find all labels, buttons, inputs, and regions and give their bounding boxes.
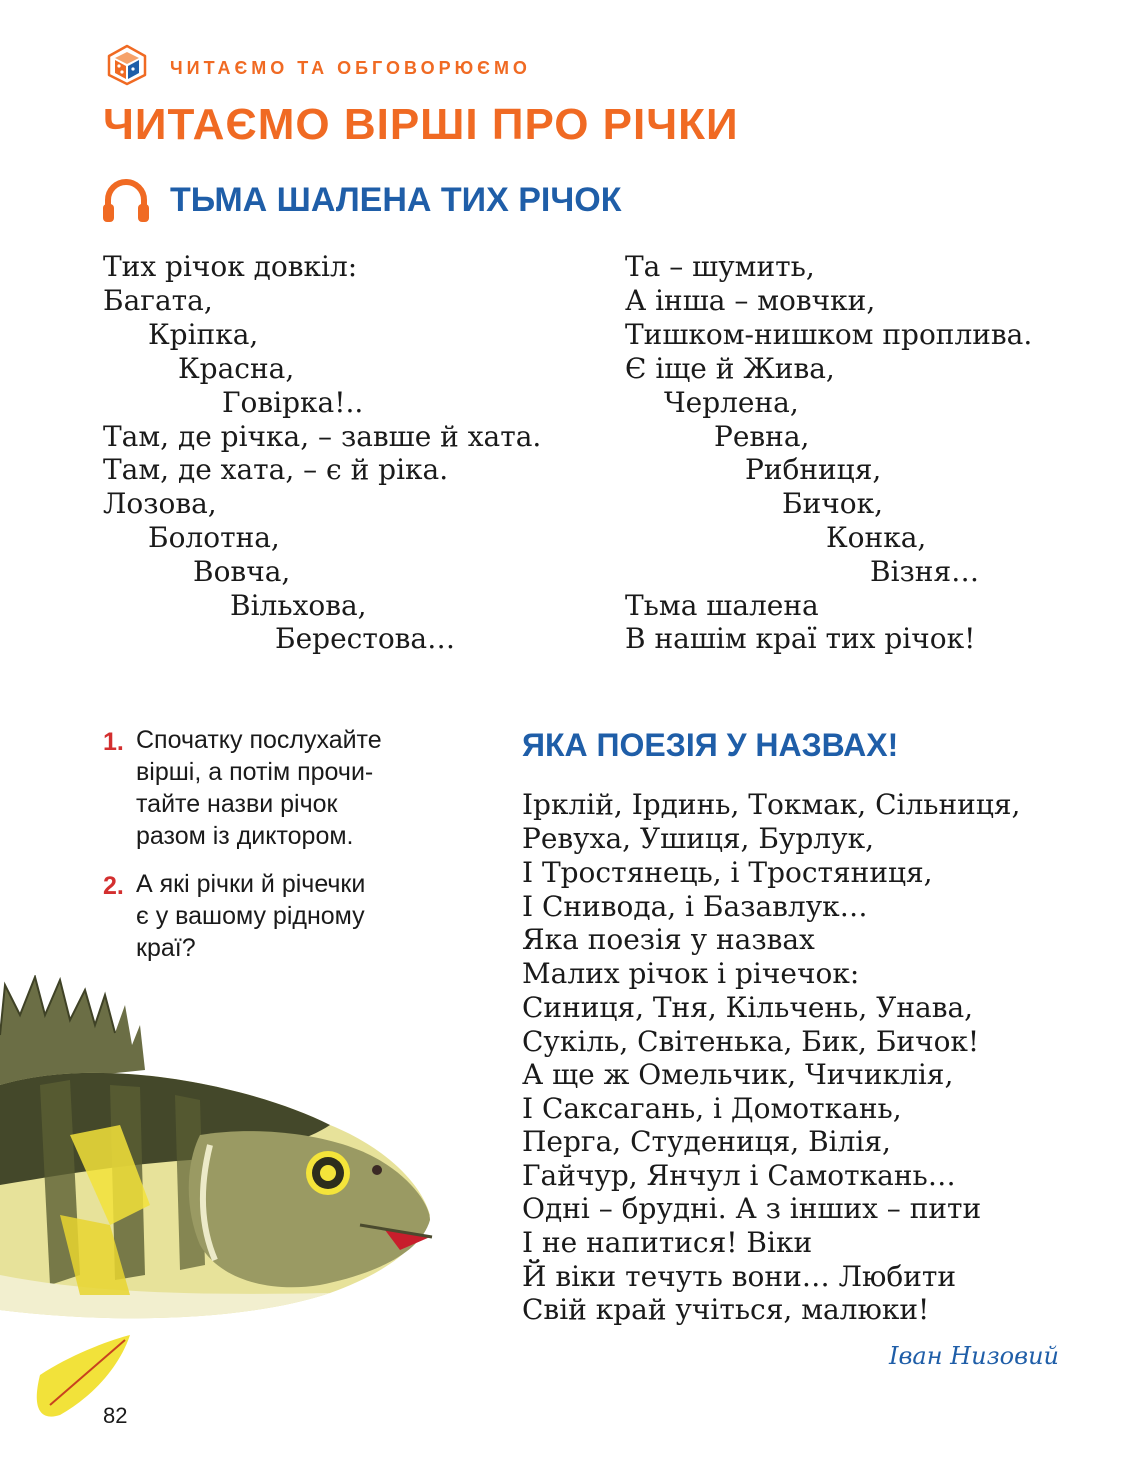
poem-line: Рибниця, xyxy=(745,453,882,486)
poem-line: Багата, xyxy=(103,284,213,317)
dice-icon xyxy=(106,44,148,86)
poem-author: Іван Низовий xyxy=(888,1342,1059,1370)
poem-line: Тьма шалена xyxy=(625,589,819,622)
page-number: 82 xyxy=(103,1403,128,1428)
poem-line: Лозова, xyxy=(103,487,217,520)
task-line: Спочатку послухайте xyxy=(136,726,382,754)
poem-line: Болотна, xyxy=(148,521,280,554)
poem-line: Одні – брудні. А з інших – пити xyxy=(522,1192,982,1225)
poem-line: Візня… xyxy=(870,555,980,588)
section-label: ЧИТАЄМО ТА ОБГОВОРЮЄМО xyxy=(170,58,531,78)
poem-line: Яка поезія у назвах xyxy=(522,923,815,956)
task-line: краї? xyxy=(136,934,196,962)
poem-line: І Саксагань, і Домоткань, xyxy=(522,1092,902,1125)
task-number: 1. xyxy=(103,728,124,756)
poem-line: І не напитися! Віки xyxy=(522,1226,813,1259)
poem-line: Красна, xyxy=(178,352,295,385)
poem-line: Конка, xyxy=(826,521,927,554)
task-line: А які річки й річечки xyxy=(136,870,366,898)
poem-line: Тих річок довкіл: xyxy=(103,250,358,283)
task-line: вірші, а потім прочи- xyxy=(136,758,374,786)
task-number: 2. xyxy=(103,872,124,900)
poem-line: Ревуха, Ушиця, Бурлук, xyxy=(522,822,874,855)
poem-line: Тишком-нишком проплива. xyxy=(625,318,1033,351)
poem-line: Й віки течуть вони… Любити xyxy=(522,1260,957,1293)
poem-line: Вовча, xyxy=(193,555,291,588)
poem-line: Говірка!.. xyxy=(222,386,364,419)
task-line: разом із диктором. xyxy=(136,822,354,850)
poem-line: А ще ж Омельчик, Чичиклія, xyxy=(522,1058,954,1091)
perch-fish-illustration xyxy=(0,975,440,1425)
poem-line: Черлена, xyxy=(664,386,799,419)
headphones-icon[interactable] xyxy=(100,174,152,226)
poem-title: ТЬМА ШАЛЕНА ТИХ РІЧОК xyxy=(170,181,622,219)
poem-line: Перга, Студениця, Вілія, xyxy=(522,1125,891,1158)
page-title: ЧИТАЄМО ВІРШІ ПРО РІЧКИ xyxy=(103,100,739,149)
poem-line: Свій край учіться, малюки! xyxy=(522,1293,930,1326)
poem-line: Сукіль, Світенька, Бик, Бичок! xyxy=(522,1025,980,1058)
poem-line: Ревна, xyxy=(714,420,810,453)
poem-title: ЯКА ПОЕЗІЯ У НАЗВАХ! xyxy=(522,727,899,763)
poem-line: Там, де хата, – є й ріка. xyxy=(103,453,449,486)
poem-line: Вільхова, xyxy=(230,589,367,622)
poem-line: І Снивода, і Базавлук… xyxy=(522,890,868,923)
poem-line: Та – шумить, xyxy=(625,250,815,283)
poem-line: Гайчур, Янчул і Самоткань… xyxy=(522,1159,956,1192)
poem-line: А інша – мовчки, xyxy=(625,284,876,317)
task-line: є у вашому рідному xyxy=(136,902,365,930)
poem-line: Ірклій, Ірдинь, Токмак, Сільниця, xyxy=(522,788,1021,821)
task-line: тайте назви річок xyxy=(136,790,338,818)
poem-line: Там, де річка, – завше й хата. xyxy=(103,420,542,453)
poem-line: Кріпка, xyxy=(148,318,259,351)
task-text xyxy=(136,724,436,852)
poem-line: Берестова… xyxy=(275,622,456,655)
poem-line: Синиця, Тня, Кільчень, Унава, xyxy=(522,991,974,1024)
poem-line: В нашім краї тих річок! xyxy=(625,622,976,655)
task-text xyxy=(136,868,436,964)
poem-line: Бичок, xyxy=(782,487,884,520)
poem-line: І Тростянець, і Тростяниця, xyxy=(522,856,933,889)
poem-line: Малих річок і річечок: xyxy=(522,957,860,990)
poem-line: Є іще й Жива, xyxy=(625,352,835,385)
